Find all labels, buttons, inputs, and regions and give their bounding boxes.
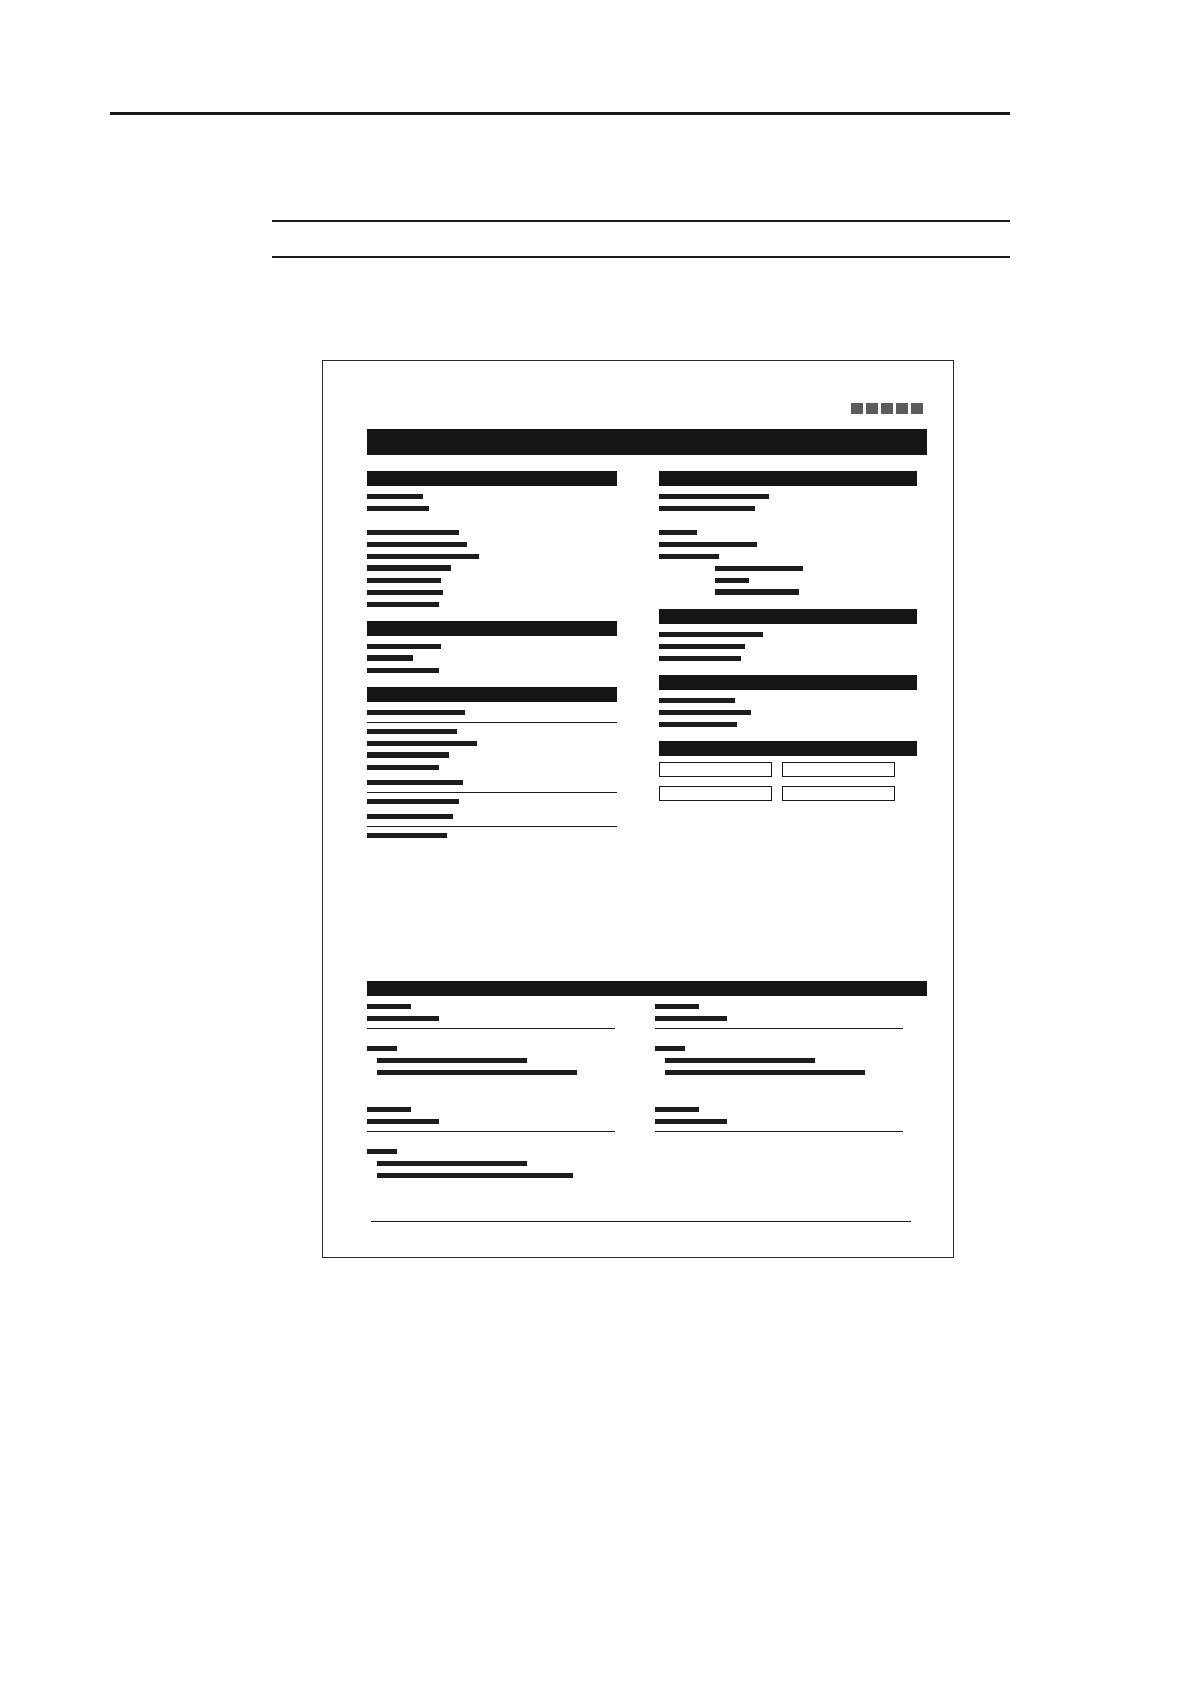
redacted-text [377,1173,573,1178]
section-heading [659,609,917,624]
text-line [655,1068,903,1077]
text-line [367,642,617,651]
text-line [367,739,617,748]
redacted-text [659,542,757,547]
text-line [655,1117,903,1126]
redacted-text [659,530,697,535]
text-line [367,1044,615,1053]
redacted-text [659,656,741,661]
redacted-text [655,1016,727,1021]
checkbox-grid [659,762,917,801]
form-field-row[interactable] [655,1014,903,1029]
corner-mark-icon [911,403,923,414]
section-body [659,630,917,663]
text-line [659,654,917,663]
redacted-text [659,644,745,649]
text-line [655,1056,903,1065]
text-line [367,540,617,549]
corner-mark-icon [881,403,893,414]
form-content [367,403,923,1237]
redacted-text [367,814,453,819]
text-line [367,708,617,717]
text-line [659,492,917,501]
form-field-row[interactable] [367,812,617,827]
section-heading [659,675,917,690]
redacted-text [367,1107,411,1112]
text-spacer [659,516,917,525]
form-title-bar [367,429,927,455]
section-body [367,708,617,840]
text-line [367,588,617,597]
text-spacer [367,516,617,525]
lower-section-columns [367,1002,927,1183]
text-line [367,812,617,821]
redacted-text [659,554,719,559]
redacted-text [367,578,441,583]
text-line [367,528,617,537]
redacted-text [715,578,749,583]
redacted-text [377,1058,527,1063]
corner-mark-icon [866,403,878,414]
redacted-text [367,1149,397,1154]
text-line [367,797,617,806]
header-rule-upper [272,220,1010,222]
text-line [367,492,617,501]
text-line [655,1105,903,1114]
redacted-text [367,530,459,535]
text-line [367,666,617,675]
text-line [367,763,617,772]
text-spacer [367,1033,615,1041]
form-right-column [659,471,917,801]
redacted-text [377,1070,577,1075]
redacted-text [367,1119,439,1124]
form-left-column [367,471,617,852]
section-heading [367,621,617,636]
text-spacer [367,1136,615,1144]
section-body [659,492,917,597]
text-line [655,1014,903,1023]
text-line [659,588,917,597]
text-line [659,552,917,561]
redacted-text [367,729,457,734]
text-line [367,1105,615,1114]
text-line [659,642,917,651]
redacted-text [367,506,429,511]
redacted-text [367,554,479,559]
text-line [659,528,917,537]
text-line [367,1056,615,1065]
redacted-text [367,780,463,785]
form-field-row[interactable] [367,778,617,793]
section-body [659,696,917,729]
text-line [367,576,617,585]
redacted-text [715,566,803,571]
redacted-text [367,833,447,838]
form-field-row[interactable] [367,1014,615,1029]
text-line [367,727,617,736]
redacted-text [367,542,467,547]
text-line [659,576,917,585]
text-line [659,720,917,729]
corner-mark-icon [896,403,908,414]
redacted-text [367,1004,411,1009]
redacted-text [367,602,439,607]
text-line [659,540,917,549]
redacted-text [367,799,459,804]
text-line [655,1044,903,1053]
text-line [659,708,917,717]
redacted-text [367,710,465,715]
text-spacer [367,1080,615,1102]
redacted-text [367,1016,439,1021]
text-line [367,600,617,609]
section-heading [659,741,917,756]
text-line [367,1117,615,1126]
redacted-text [659,722,737,727]
text-spacer [655,1033,903,1041]
form-lower-section [367,981,927,1222]
redacted-text [367,590,443,595]
redacted-text [367,565,451,571]
redacted-text [655,1107,699,1112]
redacted-text [367,668,439,673]
text-line [659,630,917,639]
redacted-text [655,1004,699,1009]
form-box-field[interactable] [782,786,895,801]
section-heading [367,687,617,702]
text-line [367,831,617,840]
redacted-text [367,765,439,770]
section-heading [367,471,617,486]
redacted-text [367,752,449,758]
section-body [367,492,617,609]
text-line [367,778,617,787]
redacted-text [655,1046,685,1051]
lower-column-right [655,1002,903,1136]
redacted-text [659,710,751,715]
text-line [367,1147,615,1156]
redacted-text [659,698,735,703]
text-line [367,504,617,513]
text-line [367,1014,615,1023]
form-field-row[interactable] [367,708,617,723]
redacted-text [367,1046,397,1051]
form-box-field[interactable] [782,762,895,777]
text-line [367,564,617,573]
lower-section-heading [367,981,927,996]
section-heading [659,471,917,486]
text-line [367,751,617,760]
redacted-text [367,655,413,661]
redacted-text [715,589,799,595]
signature-rule [371,1221,911,1222]
redacted-text [367,494,423,499]
corner-mark-icon [851,403,863,414]
text-line [367,1171,615,1180]
redacted-text [659,506,755,511]
section-body [367,642,617,675]
redacted-text [377,1161,527,1166]
text-line [655,1002,903,1011]
corner-marks [851,403,923,414]
redacted-text [655,1119,727,1124]
form-field-row[interactable] [367,1117,615,1132]
page-top-rule [110,112,1010,115]
redacted-text [659,632,763,637]
redacted-text [367,644,441,649]
redacted-text [665,1058,815,1063]
scanned-form-sheet [322,360,954,1258]
lower-column-left [367,1002,615,1183]
text-line [367,1002,615,1011]
text-spacer [655,1080,903,1102]
text-line [367,654,617,663]
text-line [367,1159,615,1168]
text-line [367,1068,615,1077]
text-line [659,564,917,573]
text-line [367,552,617,561]
text-line [659,504,917,513]
redacted-text [367,741,477,746]
redacted-text [665,1070,865,1075]
redacted-text [659,494,769,499]
header-rule-lower [272,256,1010,258]
form-box-field[interactable] [659,762,772,777]
form-box-field[interactable] [659,786,772,801]
form-field-row[interactable] [655,1117,903,1132]
text-line [659,696,917,705]
